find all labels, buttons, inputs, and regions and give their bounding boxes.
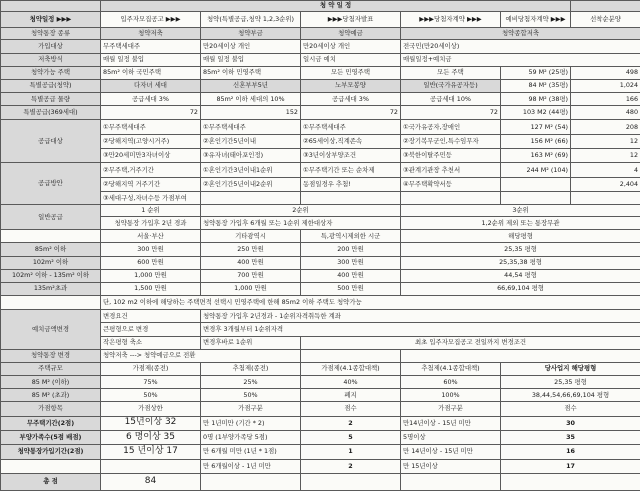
table-cell: ②65세이상,직계존속 xyxy=(301,134,401,148)
table-cell: 청약일정 ▶▶▶ xyxy=(1,11,101,28)
table-cell: 예비당첨자계약 ▶▶▶ xyxy=(501,11,571,28)
table-cell: 특별공급(369세대) xyxy=(1,106,101,120)
table-cell: 16 xyxy=(501,445,640,459)
table-cell: 가점상한 xyxy=(101,402,201,416)
table-cell: 2 xyxy=(301,459,401,473)
table-cell: 가점항목 xyxy=(1,402,101,416)
table-cell: 해당평형 xyxy=(401,230,640,243)
table-cell: 청약통장가입기간(2점) xyxy=(1,445,101,459)
table-cell: 큰평형으로 변경 xyxy=(101,323,201,336)
table-cell xyxy=(101,459,201,473)
table-cell: 400 만원 xyxy=(201,256,301,269)
table-cell: 무주택기간(2점) xyxy=(1,416,101,430)
table-cell: 1,500 만원 xyxy=(101,282,201,295)
table-cell: 15년이상 32 xyxy=(101,416,201,430)
table-cell: 공급세대 3% xyxy=(101,92,201,105)
table-cell: 1 xyxy=(301,445,401,459)
table-cell xyxy=(401,349,640,362)
table-cell: 당사업지 해당평형 xyxy=(501,362,640,375)
table-row xyxy=(1,269,640,282)
table-cell: 600 만원 xyxy=(101,256,201,269)
table-cell: 72 xyxy=(401,106,501,120)
table-row xyxy=(1,79,640,92)
table-cell: 2,404 xyxy=(571,177,640,191)
table-cell: ②혼인기간5년이내 xyxy=(201,134,301,148)
table-cell: 점수 xyxy=(301,402,401,416)
table-cell: 84 M² (35평) xyxy=(501,79,571,92)
table-cell: 청약통장 변경 xyxy=(1,349,101,362)
table-cell: 추첨제(4.1종합대책) xyxy=(401,362,501,375)
table-cell: 250 만원 xyxy=(201,243,301,256)
table-cell: ③만20세미만3자녀이상 xyxy=(101,149,201,163)
table-cell: 청약통장 가입후 2년경과 - 1순위자격취득한 계좌 xyxy=(201,310,640,323)
table-cell: 244 M² (104) xyxy=(501,163,571,177)
table-row xyxy=(1,445,640,459)
table-cell: 25% xyxy=(201,376,301,389)
table-cell: 청약부금 xyxy=(201,28,301,40)
table-cell: 기타광역시 xyxy=(201,230,301,243)
table-row xyxy=(1,40,640,53)
table-cell: 85m² 이하 민영주택 xyxy=(201,66,301,79)
table-cell: 163 M² (69) xyxy=(501,149,571,163)
table-cell: ②혼인기간5년이내2순위 xyxy=(201,177,301,191)
table-cell: 변경후바로 1순위 xyxy=(201,336,301,349)
table-cell: 72 xyxy=(101,106,201,120)
table-row xyxy=(1,376,640,389)
table-cell: 25,35 평형 xyxy=(401,243,640,256)
table-cell: 1,024 xyxy=(571,79,640,92)
table-cell: 청약종합저축 xyxy=(401,28,640,40)
table-cell: 100% xyxy=(401,389,501,402)
table-row xyxy=(1,92,640,105)
table-cell: 추첨제(종전) xyxy=(201,362,301,375)
table-cell: 공급세대 3% xyxy=(301,92,401,105)
table-cell: 50% xyxy=(201,389,301,402)
table-cell: 102m² 이하 - 135m² 이하 xyxy=(1,269,101,282)
table-cell: 무주택세대주 xyxy=(101,40,201,53)
table-cell: 만20세이상 개인 xyxy=(201,40,301,53)
table-cell xyxy=(401,473,501,490)
table-cell: 청약통장 종류 xyxy=(1,28,101,40)
table-cell: ①국가유공자,장애인 xyxy=(401,120,501,134)
table-row xyxy=(1,205,640,217)
table-cell: 특별공급(청약) xyxy=(1,79,101,92)
table-cell xyxy=(201,192,301,205)
table-cell: 청약가능 주택 xyxy=(1,66,101,79)
table-cell: 72 xyxy=(301,106,401,120)
table-cell: 점수 xyxy=(501,402,640,416)
table-row xyxy=(1,310,640,323)
table-cell: 만 6개월 미만 (1년 * 1점) xyxy=(201,445,301,459)
table-cell xyxy=(301,349,401,362)
table-cell xyxy=(301,473,401,490)
table-cell: 청약(특별공급,청약 1,2,3순위) xyxy=(201,11,301,28)
table-row xyxy=(1,66,640,79)
table-cell: 입주자모집공고 ▶▶▶ xyxy=(101,11,201,28)
table-cell: ①무주택세대주 xyxy=(201,120,301,134)
table-cell: 1,2순위 제외 또는 통장무관 xyxy=(401,217,640,230)
table-cell: ③유자녀(태아포인정) xyxy=(201,149,301,163)
table-cell xyxy=(501,177,571,191)
table-cell: 작은평형 축소 xyxy=(101,336,201,349)
table-cell: 498 xyxy=(571,66,640,79)
table-cell: 만 1년미만 (기간 * 2) xyxy=(201,416,301,430)
table-row xyxy=(1,120,640,134)
table-cell: 총 점 xyxy=(1,473,101,490)
table-cell: 공급방안 xyxy=(1,163,101,205)
table-cell: 전국민(만20세이상) xyxy=(401,40,640,53)
table-cell xyxy=(571,192,640,205)
table-cell: 156 M² (66) xyxy=(501,134,571,148)
table-row xyxy=(1,106,640,120)
table-cell: ▶▶▶당첨자계약 ▶▶▶ xyxy=(401,11,501,28)
table-row xyxy=(1,459,640,473)
table-cell: 2순위 xyxy=(201,205,401,217)
table-cell: 변경요건 xyxy=(101,310,201,323)
table-row xyxy=(1,53,640,66)
table-cell xyxy=(501,473,640,490)
table-cell: 38,44,54,66,69,104 평형 xyxy=(501,389,640,402)
table-cell xyxy=(1,230,101,243)
table-cell: 500 만원 xyxy=(301,282,401,295)
table-row xyxy=(1,473,640,490)
table-row xyxy=(1,28,640,40)
table-cell: 선착순분양 xyxy=(571,11,640,28)
table-cell: 85m² 이하 xyxy=(1,243,101,256)
table-cell: 127 M² (54) xyxy=(501,120,571,134)
table-cell: 700 만원 xyxy=(201,269,301,282)
table-cell: 300 만원 xyxy=(301,256,401,269)
table-cell: 만 15년이상 xyxy=(401,459,501,473)
table-cell: 동점일경우 추첨! xyxy=(301,177,401,191)
table-cell: 다자녀 세대 xyxy=(101,79,201,92)
table-cell: 12 xyxy=(571,149,640,163)
table-cell: 청약저축 xyxy=(101,28,201,40)
table-cell: 가점제(종전) xyxy=(101,362,201,375)
table-cell: 청 약 일 정 xyxy=(101,1,571,12)
table-cell: 최초 입주자모집공고 전일까지 변경조건 xyxy=(301,336,640,349)
table-cell: ①무주택세대주 xyxy=(101,120,201,134)
table-cell: 매월 일정 불입 xyxy=(101,53,201,66)
table-cell: 50% xyxy=(101,389,201,402)
table-cell: 폐지 xyxy=(301,389,401,402)
table-cell: 매월일정+예치금 xyxy=(401,53,640,66)
table-cell: 15 년이상 17 xyxy=(101,445,201,459)
table-cell: 특,광역시제외한 시군 xyxy=(301,230,401,243)
table-cell: 일시금 예치 xyxy=(301,53,401,66)
table-cell: 공급세대 10% xyxy=(401,92,501,105)
table-cell: 청약저축 ---> 청약예금으로 전환 xyxy=(101,349,301,362)
table-cell: 25,35 평형 xyxy=(501,376,640,389)
table-cell xyxy=(1,459,101,473)
table-row xyxy=(1,1,640,12)
table-cell: 0명 (1부양가족당 5점) xyxy=(201,430,301,444)
table-row xyxy=(1,163,640,177)
table-cell: 매월 일정 불입 xyxy=(201,53,301,66)
table-cell: ③북한이탈주민등 xyxy=(401,149,501,163)
table-cell: 44,54 평형 xyxy=(401,269,640,282)
table-cell: ④무주택확약서등 xyxy=(401,177,501,191)
table-cell: 30 xyxy=(501,416,640,430)
table-cell: 주택규모 xyxy=(1,362,101,375)
table-cell: ②장기복무군인,특수임무자 xyxy=(401,134,501,148)
table-cell: 공급대상 xyxy=(1,120,101,163)
table-cell: ②당해지역(고양시거주) xyxy=(101,134,201,148)
table-cell: 가입대상 xyxy=(1,40,101,53)
table-row xyxy=(1,349,640,362)
table-cell: 만 14년이상 - 15년 미만 xyxy=(401,445,501,459)
table-cell: 청약통장 가입후 2년 경과 xyxy=(101,217,201,230)
table-cell: 일반(국가유공자등) xyxy=(401,79,501,92)
table-row xyxy=(1,416,640,430)
table-cell: 특별공급 물량 xyxy=(1,92,101,105)
table-cell xyxy=(1,1,101,12)
table-cell: 66,69,104 평형 xyxy=(401,282,640,295)
table-cell xyxy=(501,192,571,205)
table-cell: 1,000 만원 xyxy=(101,269,201,282)
table-cell: ③3년이상부양조건 xyxy=(301,149,401,163)
table-cell: 4 xyxy=(571,163,640,177)
table-cell: ③관계기관장 추천서 xyxy=(401,163,501,177)
table-cell: 400 만원 xyxy=(301,269,401,282)
table-cell: 40% xyxy=(301,376,401,389)
table-cell: 85 M² (이하) xyxy=(1,376,101,389)
table-cell: 5 xyxy=(301,430,401,444)
table-row xyxy=(1,282,640,295)
table-cell: 일반공급 xyxy=(1,205,101,230)
table-cell: 60% xyxy=(401,376,501,389)
table-cell: 신혼부부5년 xyxy=(201,79,301,92)
table-cell: 480 xyxy=(571,106,640,120)
table-row xyxy=(1,402,640,416)
table-cell: 예치금액변경 xyxy=(1,310,101,349)
table-cell: ③세대구성,자녀수등 가점부여 xyxy=(101,192,201,205)
table-cell: 저축방식 xyxy=(1,53,101,66)
table-row xyxy=(1,230,640,243)
table-cell: 서울·부산 xyxy=(101,230,201,243)
table-cell: 12 xyxy=(571,134,640,148)
table-row xyxy=(1,430,640,444)
table-row xyxy=(1,243,640,256)
table-cell: 1 순위 xyxy=(101,205,201,217)
table-cell: 75% xyxy=(101,376,201,389)
table-cell: 2 xyxy=(301,416,401,430)
table-cell: 만20세이상 개인 xyxy=(301,40,401,53)
table-cell: 84 xyxy=(101,473,201,490)
table-cell: 59 M² (25평) xyxy=(501,66,571,79)
table-cell: 단, 102 m2 이하에 해당하는 주택면적 선택시 민영주택에 한해 85m2 이하 주택도 청약가능 xyxy=(101,296,640,310)
table-cell: 85m² 이하 국민주택 xyxy=(101,66,201,79)
table-cell: 85m² 이하 세대의 10% xyxy=(201,92,301,105)
table-cell: 1,000 만원 xyxy=(201,282,301,295)
table-row xyxy=(1,256,640,269)
table-cell: ▶▶▶당첨자발표 xyxy=(301,11,401,28)
table-cell xyxy=(571,1,640,12)
table-cell: 청약통장 가입후 6개월 또는 1순위 제한대상자 xyxy=(201,217,401,230)
table-row xyxy=(1,296,640,310)
table-cell: 166 xyxy=(571,92,640,105)
table-cell xyxy=(201,473,301,490)
table-cell: ①무주택세대주 xyxy=(301,120,401,134)
table-cell: 노부모봉양 xyxy=(301,79,401,92)
table-row xyxy=(1,389,640,402)
table-cell: 부양가족수(5점 배점) xyxy=(1,430,101,444)
table-cell xyxy=(301,192,401,205)
table-cell: 17 xyxy=(501,459,640,473)
table-cell: 변경후 3개월부터 1순위자격 xyxy=(201,323,640,336)
table-cell xyxy=(401,192,501,205)
table-cell: 300 만원 xyxy=(101,243,201,256)
table-cell: 만 6개월이상 - 1년 미만 xyxy=(201,459,301,473)
table-cell: 5명이상 xyxy=(401,430,501,444)
table-cell: 98 M² (38평) xyxy=(501,92,571,105)
table-cell: 청약예금 xyxy=(301,28,401,40)
table-cell: 200 만원 xyxy=(301,243,401,256)
table-cell: 135m²초과 xyxy=(1,282,101,295)
table-row xyxy=(1,11,640,28)
table-cell xyxy=(1,296,101,310)
table-cell: 6 명이상 35 xyxy=(101,430,201,444)
table-cell: ②무주택,거주기간 xyxy=(101,163,201,177)
table-row xyxy=(1,362,640,375)
table-cell: 25,35,38 평형 xyxy=(401,256,640,269)
table-cell: 만14년이상 - 15년 미만 xyxy=(401,416,501,430)
table-cell: 35 xyxy=(501,430,640,444)
table-cell: 3순위 xyxy=(401,205,640,217)
table-cell: 모든 주택 xyxy=(401,66,501,79)
table-cell: 208 xyxy=(571,120,640,134)
table-cell: ②당해지역 거주기간 xyxy=(101,177,201,191)
table-cell: 가점제(4.1종합대책) xyxy=(301,362,401,375)
table-cell: ①혼인기간3년이내1순위 xyxy=(201,163,301,177)
table-cell: 152 xyxy=(201,106,301,120)
table-cell: 가점구분 xyxy=(201,402,301,416)
table-cell: 모든 민영주택 xyxy=(301,66,401,79)
table-cell: 85 M² (초과) xyxy=(1,389,101,402)
table-cell: 가점구분 xyxy=(401,402,501,416)
table-cell: 103 M2 (44평) xyxy=(501,106,571,120)
table-cell: 102m² 이하 xyxy=(1,256,101,269)
table-cell: ①무주택기간 또는 순차제 xyxy=(301,163,401,177)
